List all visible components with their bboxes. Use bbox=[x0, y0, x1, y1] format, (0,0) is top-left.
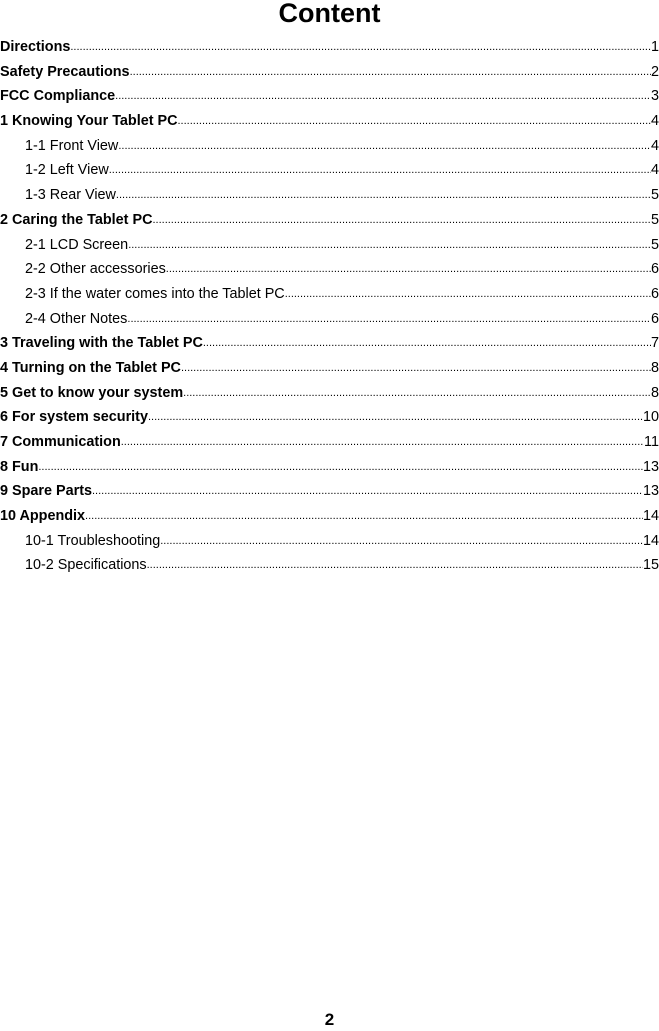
toc-entry-page: 14 bbox=[642, 508, 659, 525]
toc-entry-label: 2-2 Other accessories bbox=[25, 261, 166, 278]
toc-entry-page: 3 bbox=[650, 88, 659, 105]
toc-entry-page: 13 bbox=[642, 483, 659, 500]
toc-dot-leader bbox=[92, 479, 643, 504]
toc-entry-label: 4 Turning on the Tablet PC bbox=[0, 359, 181, 376]
toc-entry-page: 4 bbox=[650, 113, 659, 130]
toc-entry-page: 8 bbox=[650, 384, 659, 401]
toc-dot-leader bbox=[166, 257, 651, 282]
toc-entry[interactable] bbox=[0, 208, 659, 233]
toc-entry[interactable] bbox=[0, 307, 659, 332]
toc-entry-page: 5 bbox=[650, 187, 659, 204]
toc-dot-leader bbox=[70, 35, 651, 60]
toc-dot-leader bbox=[160, 529, 643, 554]
toc-entry[interactable] bbox=[0, 60, 659, 85]
toc-entry[interactable] bbox=[0, 381, 659, 406]
toc-entry-page: 6 bbox=[650, 261, 659, 278]
toc-entry-page: 10 bbox=[642, 409, 659, 426]
toc-entry-label: 8 Fun bbox=[0, 458, 39, 475]
toc-entry-page: 15 bbox=[642, 557, 659, 574]
toc-dot-leader bbox=[203, 331, 651, 356]
toc-entry-label: 10-2 Specifications bbox=[25, 557, 147, 574]
toc-entry-label: 10 Appendix bbox=[0, 508, 86, 525]
toc-entry-label: 3 Traveling with the Tablet PC bbox=[0, 335, 203, 352]
toc-entry[interactable] bbox=[0, 553, 659, 578]
page-number: 2 bbox=[324, 1010, 335, 1029]
toc-entry-label: 1 Knowing Your Tablet PC bbox=[0, 113, 178, 130]
table-of-contents bbox=[0, 35, 659, 578]
toc-entry-label: 1-1 Front View bbox=[25, 137, 119, 154]
toc-entry[interactable] bbox=[0, 405, 659, 430]
toc-entry-page: 11 bbox=[644, 434, 659, 450]
toc-entry[interactable] bbox=[0, 529, 659, 554]
toc-entry-page: 5 bbox=[650, 211, 659, 228]
toc-dot-leader bbox=[109, 158, 651, 183]
toc-entry[interactable] bbox=[0, 479, 659, 504]
toc-entry-label: 1-3 Rear View bbox=[25, 187, 116, 204]
toc-entry-page: 5 bbox=[650, 236, 659, 253]
toc-entry-page: 2 bbox=[650, 63, 659, 80]
toc-dot-leader bbox=[130, 60, 651, 85]
toc-entry[interactable] bbox=[0, 331, 659, 356]
toc-dot-leader bbox=[148, 405, 643, 430]
toc-entry-label: 1-2 Left View bbox=[25, 162, 109, 179]
toc-entry-page: 13 bbox=[642, 458, 659, 475]
toc-entry[interactable] bbox=[0, 134, 659, 159]
toc-entry-page: 1 bbox=[650, 39, 659, 55]
toc-dot-leader bbox=[152, 208, 651, 233]
toc-entry-label: 2-1 LCD Screen bbox=[25, 236, 129, 253]
toc-entry-page: 6 bbox=[650, 285, 659, 302]
toc-dot-leader bbox=[178, 109, 651, 134]
toc-dot-leader bbox=[181, 356, 651, 381]
toc-dot-leader bbox=[116, 183, 651, 208]
toc-dot-leader bbox=[285, 282, 651, 307]
toc-entry-label: 2 Caring the Tablet PC bbox=[0, 211, 153, 228]
toc-entry[interactable] bbox=[0, 158, 659, 183]
toc-dot-leader bbox=[147, 553, 643, 578]
toc-entry[interactable] bbox=[0, 356, 659, 381]
toc-entry[interactable] bbox=[0, 183, 659, 208]
toc-entry[interactable] bbox=[0, 430, 659, 455]
toc-dot-leader bbox=[38, 455, 643, 480]
toc-entry-label: Safety Precautions bbox=[0, 63, 130, 80]
toc-entry-label: FCC Compliance bbox=[0, 88, 116, 105]
toc-entry-label: 5 Get to know your system bbox=[0, 384, 184, 401]
toc-entry-label: 10-1 Troubleshooting bbox=[25, 532, 161, 549]
toc-dot-leader bbox=[121, 430, 644, 455]
toc-entry-page: 6 bbox=[650, 310, 659, 327]
toc-entry-label: 9 Spare Parts bbox=[0, 483, 92, 500]
toc-dot-leader bbox=[115, 84, 651, 109]
toc-entry-label: 6 For system security bbox=[0, 409, 148, 426]
toc-entry-page: 14 bbox=[642, 532, 659, 549]
toc-entry[interactable] bbox=[0, 504, 659, 529]
toc-entry[interactable] bbox=[0, 109, 659, 134]
toc-entry[interactable] bbox=[0, 282, 659, 307]
toc-entry[interactable] bbox=[0, 233, 659, 258]
toc-entry-page: 4 bbox=[650, 162, 659, 179]
toc-entry[interactable] bbox=[0, 84, 659, 109]
toc-entry-page: 4 bbox=[650, 137, 659, 154]
toc-entry-label: Directions bbox=[0, 39, 71, 55]
toc-dot-leader bbox=[118, 134, 651, 159]
toc-entry[interactable] bbox=[0, 257, 659, 282]
toc-dot-leader bbox=[128, 233, 651, 258]
toc-entry[interactable] bbox=[0, 455, 659, 480]
toc-entry-page: 8 bbox=[650, 359, 659, 376]
toc-entry-page: 7 bbox=[650, 335, 659, 352]
toc-dot-leader bbox=[85, 504, 643, 529]
toc-entry[interactable] bbox=[0, 35, 659, 60]
toc-dot-leader bbox=[127, 307, 651, 332]
toc-entry-label: 2-3 If the water comes into the Tablet PC bbox=[25, 285, 285, 302]
toc-dot-leader bbox=[183, 381, 651, 406]
page-title: Content bbox=[278, 0, 381, 28]
toc-entry-label: 2-4 Other Notes bbox=[25, 310, 128, 327]
toc-entry-label: 7 Communication bbox=[0, 434, 121, 450]
